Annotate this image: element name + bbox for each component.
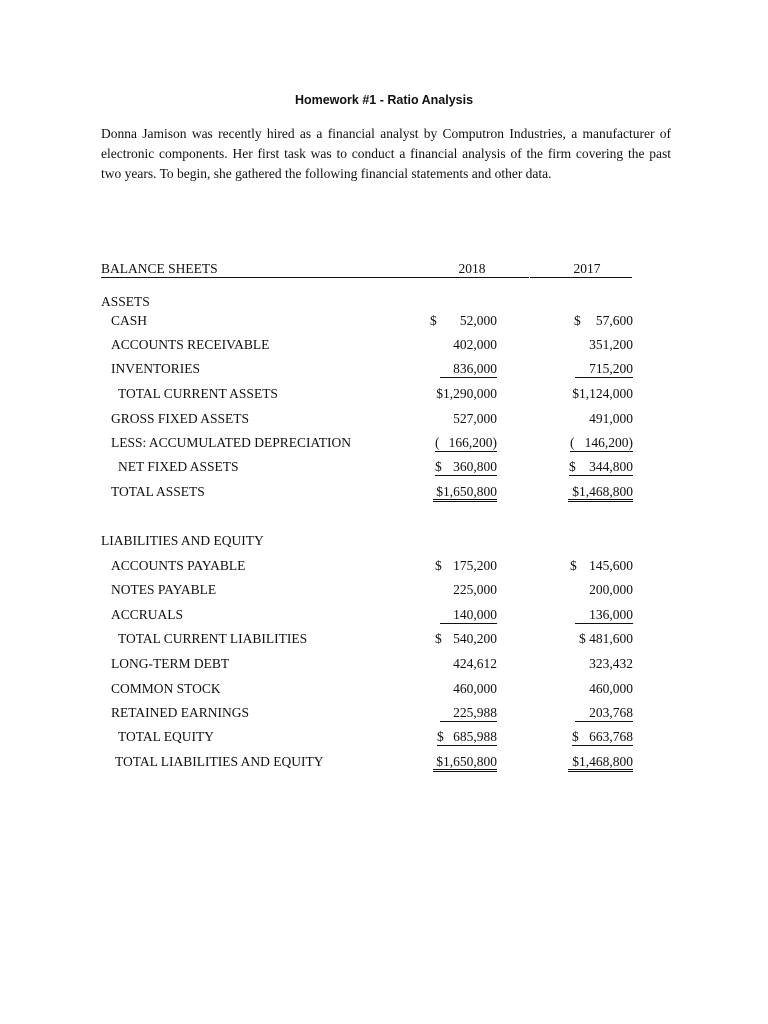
year-2017-header: 2017 [530,259,632,278]
total-equity-row [0,727,768,747]
value-2018: 527,000 [453,411,497,426]
document-title: Homework #1 - Ratio Analysis [294,93,474,107]
row-label: GROSS FIXED ASSETS [111,411,250,426]
total-current-assets-row [0,384,768,404]
value-2017: 323,432 [589,656,633,671]
value-2018: $1,650,800 [433,482,497,502]
value-2017: 491,000 [589,411,633,426]
row-label: ACCOUNTS PAYABLE [111,558,246,573]
row-label: LESS: ACCUMULATED DEPRECIATION [111,435,352,450]
accounts-payable-row [0,556,768,576]
value-2017: ( 146,200) [570,435,633,450]
intro-text: Donna Jamison was recently hired as a financial analyst by Computron Industries, a manufacturer of electronic components. Her first task was to conduct a financial analysis of the firm covering the past two years. To begin, she gathered the following financial statements and other data. [101,126,671,181]
value-2018: 140,000 [440,605,497,624]
value-2018: ( 166,200) [435,435,497,450]
value-2018: $ 685,988 [437,729,497,744]
value-2017: $ 145,600 [570,558,633,573]
value-2018: $ 360,800 [435,459,497,474]
row-label: CASH [111,313,148,328]
value-2018: 225,988 [440,703,497,722]
value-2017: $ 481,600 [579,631,633,646]
value-2017: $ 663,768 [572,729,633,744]
value-2018: 225,000 [453,582,497,597]
value-2017: $ 344,800 [569,459,633,474]
liabilities-heading: LIABILITIES AND EQUITY [101,533,264,548]
row-label: ACCRUALS [111,607,184,622]
accruals-row [0,605,768,625]
total-liabilities-equity-row [0,752,768,772]
value-2018: 402,000 [453,337,497,352]
notes-payable-row [0,580,768,600]
value-2017: 351,200 [589,337,633,352]
value-2017: 715,200 [575,359,633,378]
year-2018-header: 2018 [403,259,529,278]
row-label: TOTAL CURRENT ASSETS [118,386,278,401]
value-2018: $ 52,000 [430,313,497,328]
value-2018: $ 175,200 [435,558,497,573]
gross-fixed-assets-row [0,409,768,429]
row-label: COMMON STOCK [111,681,221,696]
row-label: TOTAL CURRENT LIABILITIES [118,631,308,646]
value-2017: 136,000 [575,605,633,624]
assets-heading-row [0,292,768,312]
value-2018: 836,000 [440,359,497,378]
balance-sheets-header: BALANCE SHEETS [101,259,403,278]
value-2017: $ 57,600 [574,313,633,328]
assets-heading: ASSETS [101,294,150,309]
row-label: NOTES PAYABLE [111,582,217,597]
liabilities-heading-row [0,531,768,551]
row-label: TOTAL EQUITY [118,729,215,744]
common-stock-row [0,679,768,699]
row-label: LONG-TERM DEBT [111,656,230,671]
intro-paragraph [101,124,671,184]
value-2017: 203,768 [575,703,633,722]
accumulated-depreciation-row [0,433,768,453]
row-label: NET FIXED ASSETS [118,459,239,474]
value-2017: 460,000 [589,681,633,696]
row-label: ACCOUNTS RECEIVABLE [111,337,270,352]
inventories-row [0,359,768,379]
retained-earnings-row [0,703,768,723]
value-2018: 424,612 [453,656,497,671]
total-assets-row [0,482,768,502]
total-current-liabilities-row [0,629,768,649]
row-label: TOTAL LIABILITIES AND EQUITY [115,754,324,769]
value-2017: 200,000 [589,582,633,597]
value-2018: $ 540,200 [435,631,497,646]
long-term-debt-row [0,654,768,674]
row-label: TOTAL ASSETS [111,484,205,499]
row-label: INVENTORIES [111,361,200,376]
value-2018: $1,290,000 [436,386,497,401]
row-label: RETAINED EARNINGS [111,705,250,720]
value-2017: $1,468,800 [568,752,633,772]
accounts-receivable-row [0,335,768,355]
cash-row [0,311,768,331]
value-2017: $1,124,000 [572,386,633,401]
value-2017: $1,468,800 [568,482,633,502]
net-fixed-assets-row [0,457,768,477]
value-2018: $1,650,800 [433,752,497,772]
value-2018: 460,000 [453,681,497,696]
